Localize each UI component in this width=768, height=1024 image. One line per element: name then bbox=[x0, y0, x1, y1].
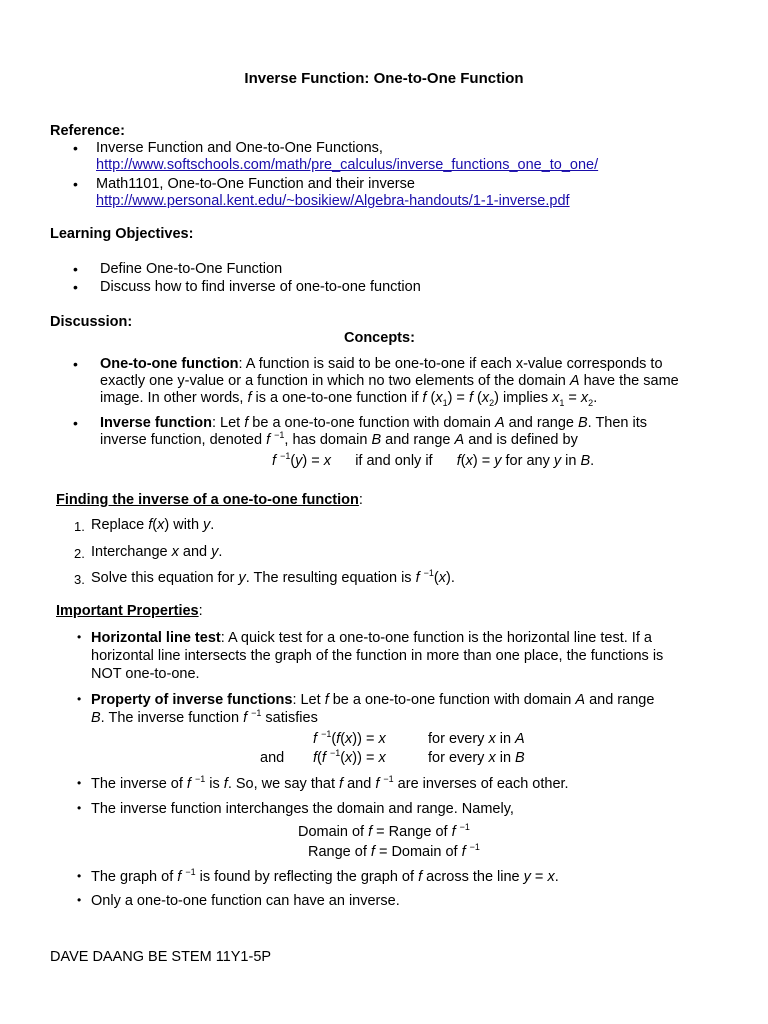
objectives-heading: Learning Objectives: bbox=[50, 226, 194, 242]
reference-item-1: Inverse Function and One-to-One Functions, bbox=[96, 140, 383, 156]
poi-equation-2: f(f $^{-1}$(x)) = x bbox=[313, 748, 386, 766]
inverse-line-2: inverse function, denoted f $^{-1}$, has domain B and range A and is defined by bbox=[100, 430, 578, 448]
range-equation: Range of f = Domain of f $^{-1}$ bbox=[308, 842, 480, 860]
reference-heading: Reference: bbox=[50, 123, 125, 139]
objective-item-1: Define One-to-One Function bbox=[100, 261, 283, 277]
properties-heading: Important Properties: bbox=[56, 603, 203, 619]
discussion-heading: Discussion: bbox=[50, 314, 133, 330]
graph-reflection-line: The graph of f $^{-1}$ is found by reflecting the graph of f across the line y = x. bbox=[91, 867, 559, 885]
domain-equation: Domain of f = Range of f $^{-1}$ bbox=[298, 822, 470, 840]
bullet-dot: • bbox=[73, 261, 78, 277]
bullet-dot: • bbox=[73, 279, 78, 295]
hlt-line-2: horizontal line intersects the graph of the function in more than one place, the functions is bbox=[91, 648, 664, 664]
bullet-dot: • bbox=[77, 869, 82, 883]
inverse-of-inverse-line: The inverse of f $^{-1}$ is f. So, we say that f and f $^{-1}$ are inverses of each other. bbox=[91, 774, 569, 792]
inverse-definition-equation: f $^{-1}$(y) = x if and only if f(x) = y for any y in B. bbox=[272, 451, 595, 469]
poi-line-2: B. The inverse function f $^{-1}$ satisfies bbox=[91, 708, 318, 726]
one-to-one-line-3: image. In other words, f is a one-to-one function if f $(x_1) = f$ $(x_2)$ implies $x_1 = x_2$. bbox=[100, 390, 598, 408]
one-to-one-line-1: One-to-one function: A function is said to be one-to-one if each x-value corresponds to bbox=[100, 356, 663, 372]
concepts-heading: Concepts: bbox=[344, 330, 415, 346]
inverse-line-1: Inverse function: Let f be a one-to-one function with domain A and range B. Then its bbox=[100, 415, 648, 431]
and-label: and bbox=[260, 750, 285, 766]
reference-link-1[interactable]: http://www.softschools.com/math/pre_calculus/inverse_functions_one_to_one/ bbox=[96, 157, 599, 173]
step-number-1: 1. bbox=[74, 519, 85, 534]
footer-author: DAVE DAANG BE STEM 11Y1-5P bbox=[50, 949, 272, 965]
objective-item-2: Discuss how to find inverse of one-to-one function bbox=[100, 279, 421, 295]
one-to-one-line-2: exactly one y-value or a function in which no two elements of the domain A have the same bbox=[100, 373, 679, 389]
reference-link-2[interactable]: http://www.personal.kent.edu/~bosikiew/Algebra-handouts/1-1-inverse.pdf bbox=[96, 193, 570, 209]
bullet-dot: • bbox=[77, 801, 82, 815]
reference-item-2: Math1101, One-to-One Function and their inverse bbox=[96, 176, 415, 192]
page-title: Inverse Function: One-to-One Function bbox=[244, 70, 524, 87]
bullet-dot: • bbox=[77, 692, 82, 706]
hlt-line-3: NOT one-to-one. bbox=[91, 666, 200, 682]
bullet-dot: • bbox=[73, 176, 78, 192]
step-number-3: 3. bbox=[74, 572, 85, 587]
domain-range-line: The inverse function interchanges the domain and range. Namely, bbox=[91, 801, 514, 817]
poi-equation-1: f $^{-1}$(f(x)) = x bbox=[313, 729, 386, 747]
bullet-dot: • bbox=[73, 356, 78, 372]
bullet-dot: • bbox=[73, 415, 78, 431]
hlt-line-1: Horizontal line test: A quick test for a one-to-one function is the horizontal line test. If a bbox=[91, 630, 652, 646]
step-2: Interchange x and y. bbox=[91, 544, 223, 560]
poi-equation-1-cond: for every x in A bbox=[428, 731, 525, 747]
step-3: Solve this equation for y. The resulting equation is f $^{-1}$(x). bbox=[91, 568, 455, 586]
step-number-2: 2. bbox=[74, 546, 85, 561]
bullet-dot: • bbox=[77, 893, 82, 907]
poi-line-1: Property of inverse functions: Let f be a one-to-one function with domain A and range bbox=[91, 692, 655, 708]
bullet-dot: • bbox=[73, 140, 78, 156]
bullet-dot: • bbox=[77, 630, 82, 644]
bullet-dot: • bbox=[77, 776, 82, 790]
step-1: Replace f(x) with y. bbox=[91, 517, 215, 533]
poi-equation-2-cond: for every x in B bbox=[428, 750, 525, 766]
finding-heading: Finding the inverse of a one-to-one function: bbox=[56, 492, 363, 508]
only-one-to-one-line: Only a one-to-one function can have an inverse. bbox=[91, 893, 400, 909]
